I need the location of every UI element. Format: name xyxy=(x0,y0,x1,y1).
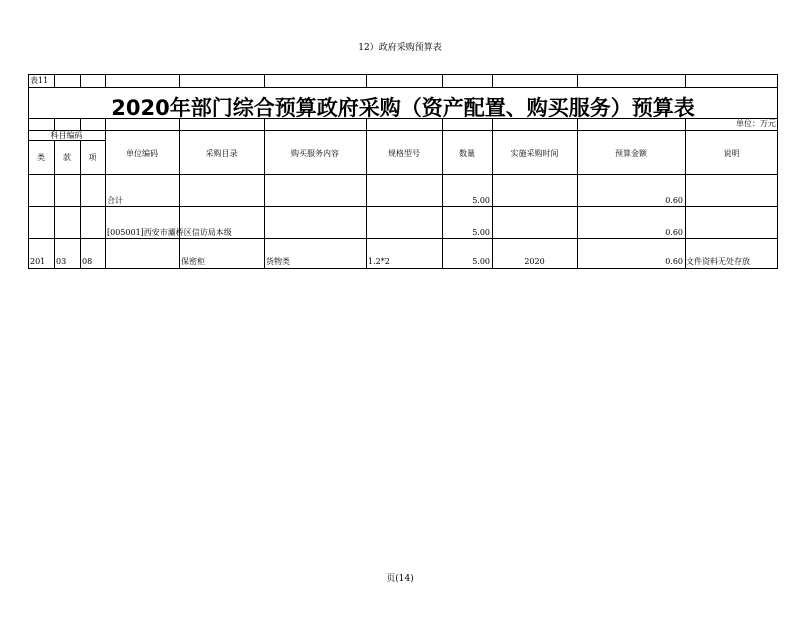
row-unit-qty: 5.00 xyxy=(472,228,490,237)
table-title: 2020年部门综合预算政府采购（资产配置、购买服务）预算表 xyxy=(111,96,695,120)
row-unit-amount: 0.60 xyxy=(665,228,683,237)
header-impl-time: 实施采购时间 xyxy=(510,149,559,158)
header-note: 说明 xyxy=(723,149,740,158)
row-item-amount: 0.60 xyxy=(665,257,683,266)
header-lei: 类 xyxy=(37,153,45,162)
row-item-catalog: 保密柜 xyxy=(181,257,205,266)
row-item-note: 文件资料无处存放 xyxy=(686,257,750,266)
row-item-qty: 5.00 xyxy=(472,257,490,266)
row-total-unit: 合计 xyxy=(107,196,123,205)
header-quantity: 数量 xyxy=(459,149,475,158)
row-item-service: 货物类 xyxy=(266,257,290,266)
header-spec: 规格型号 xyxy=(388,149,420,158)
header-service-content: 购买服务内容 xyxy=(291,149,339,158)
row-item-kuan: 03 xyxy=(56,257,67,266)
header-kuan: 款 xyxy=(63,153,71,162)
row-item-time: 2020 xyxy=(524,257,545,266)
row-unit-name: [005001]西安市灞桥区信访局本级 xyxy=(107,228,232,237)
row-item-xiang: 08 xyxy=(82,257,93,266)
header-subject-code: 科目编码 xyxy=(50,131,83,140)
row-item-spec: 1.2*2 xyxy=(368,257,390,266)
header-catalog: 采购目录 xyxy=(205,149,238,158)
row-item-lei: 201 xyxy=(30,257,46,266)
row-total-amount: 0.60 xyxy=(665,196,683,205)
page-footer: 页(14) xyxy=(386,574,414,584)
row-total-qty: 5.00 xyxy=(472,196,490,205)
budget-table xyxy=(28,74,778,274)
header-unit-code: 单位编码 xyxy=(126,149,158,158)
unit-label: 单位：万元 xyxy=(736,119,776,128)
page-header: 12）政府采购预算表 xyxy=(358,43,442,53)
table-label: 表11 xyxy=(30,76,49,85)
header-xiang: 项 xyxy=(88,153,97,162)
header-budget: 预算金额 xyxy=(615,149,647,158)
